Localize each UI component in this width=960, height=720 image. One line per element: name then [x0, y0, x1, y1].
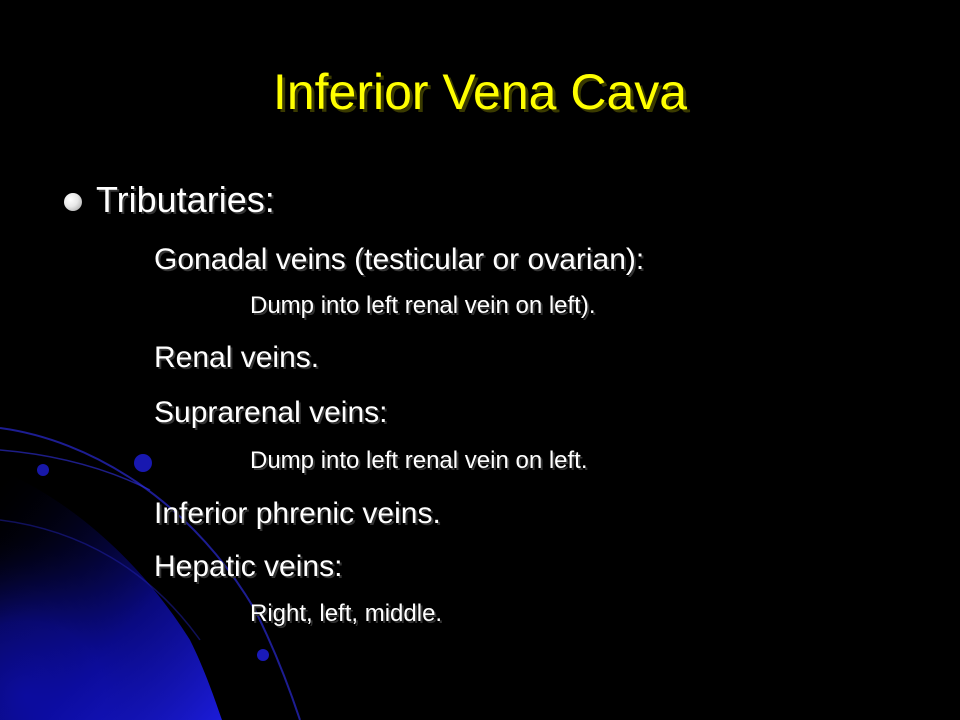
swirl-dot: [134, 454, 152, 472]
swirl-dot: [37, 464, 49, 476]
bullet-dot-icon: [64, 193, 82, 211]
slide-title: Inferior Vena Cava: [272, 64, 688, 120]
sub-item-inferior-phrenic-veins: Inferior phrenic veins.: [154, 497, 441, 530]
sub-item-suprarenal-veins: Suprarenal veins:: [154, 396, 388, 429]
bullet-item-tributaries: [64, 176, 275, 224]
sub-item-gonadal-veins: Gonadal veins (testicular or ovarian):: [154, 243, 645, 276]
sub-sub-item-gonadal-note: Dump into left renal vein on left).: [250, 292, 596, 319]
swirl-dot: [257, 649, 269, 661]
sub-item-renal-veins: Renal veins.: [154, 341, 320, 374]
bullet-label: Tributaries:: [96, 179, 275, 220]
sub-sub-item-suprarenal-note: Dump into left renal vein on left.: [250, 447, 588, 474]
sub-item-hepatic-veins: Hepatic veins:: [154, 550, 343, 583]
sub-sub-item-hepatic-note: Right, left, middle.: [250, 600, 443, 627]
